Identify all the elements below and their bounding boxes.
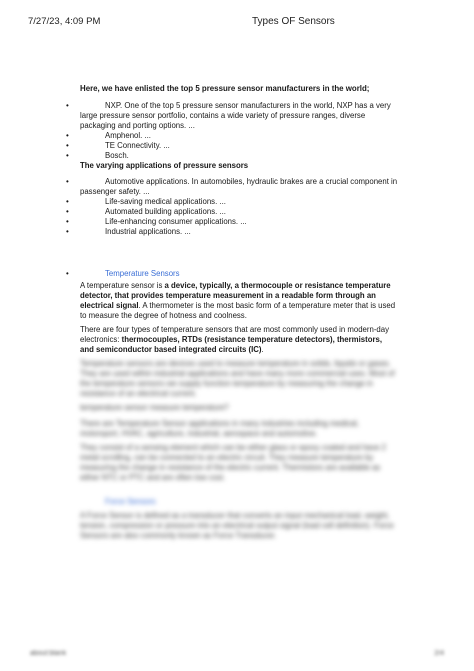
list-item: • TE Connectivity. ...: [66, 141, 170, 150]
list-item: • Automated building applications. ...: [66, 207, 226, 216]
temperature-definition: A temperature sensor is a device, typically, a thermocouple or resistance temperature detector, that provides temperature measurement in a readable form through an electrical signal. A thermometer is the most basic form of a temperature meter that is used to measure the degree of hotness and coolness.: [80, 281, 396, 320]
page-title: Types OF Sensors: [252, 16, 335, 27]
blurred-paragraph: There are Temperature Sensor applications in many industries including medical, motorsport, HVAC, agriculture, industrial, aerospace and automotive.: [80, 419, 359, 438]
list-item: • NXP. One of the top 5 pressure sensor manufacturers in the world, NXP has a very large pressure sensor portfolio, contains a wide variety of pressure ranges, diverse packaging and porting options. ...: [66, 101, 391, 130]
list-item: • Industrial applications. ...: [66, 227, 191, 236]
bullet-icon: •: [66, 177, 69, 186]
bullet-icon: •: [66, 207, 69, 216]
temperature-sensors-link[interactable]: Temperature Sensors: [105, 269, 180, 278]
print-date: 7/27/23, 4:09 PM: [28, 16, 101, 27]
blurred-paragraph: A Force Sensor is defined as a transducer that converts an input mechanical load, weight, tension, compression or pressure into an electrical output signal (load cell definition). Force Sensors are also commonly known as Force Transducer.: [80, 511, 394, 540]
bullet-icon: •: [66, 227, 69, 236]
bullet-icon: •: [66, 131, 69, 140]
footer-url: about:blank: [30, 650, 67, 657]
list-item: • Life-enhancing consumer applications. ...: [66, 217, 247, 226]
blurred-paragraph: They consist of a sensing element which can be either glass or epoxy coated and have 2 metal scrolling, can be connected to an electric circuit. They measure temperature by measuring the change in resistance of the electric current. Thermistors are available as either NTC or PTC and are often low cost.: [80, 443, 386, 482]
force-sensors-link[interactable]: Force Sensors: [105, 497, 156, 506]
bullet-icon: •: [66, 217, 69, 226]
temperature-types: There are four types of temperature sensors that are most commonly used in modern-day electronics: thermocouples, RTDs (resistance temperature detectors), thermistors, and semiconductor based integrated circuits (IC).: [80, 325, 389, 354]
list-item: • Bosch.: [66, 151, 129, 160]
bullet-icon: •: [66, 151, 69, 160]
applications-heading: The varying applications of pressure sensors: [80, 161, 249, 170]
list-item: • Amphenol. ...: [66, 131, 151, 140]
list-item: • Automotive applications. In automobiles, hydraulic brakes are a crucial component in passenger safety. ...: [66, 177, 398, 196]
applications-list: [66, 177, 398, 237]
bullet-icon: •: [66, 197, 69, 206]
bullet-icon: •: [66, 141, 69, 150]
bullet-icon: •: [66, 269, 69, 278]
bullet-icon: •: [66, 101, 69, 110]
list-item: • Life-saving medical applications. ...: [66, 197, 226, 206]
blurred-content: [80, 359, 398, 541]
article-body: [66, 84, 398, 541]
page-number: 2/4: [434, 650, 444, 657]
blurred-paragraph: Temperature sensors are devices used to measure temperature in solids, liquids or gases. They are used within industrial applications and have many more commercial uses. Most of the temperature sensors we supply function temperature by measuring the change in resistance of an electrical current.: [80, 359, 395, 398]
manufacturers-list: [66, 101, 398, 161]
blurred-paragraph: temperature sensor measure temperature?: [80, 403, 229, 412]
temperature-sensors-item: [66, 269, 398, 279]
manufacturers-intro: Here, we have enlisted the top 5 pressure sensor manufacturers in the world;: [80, 84, 370, 93]
